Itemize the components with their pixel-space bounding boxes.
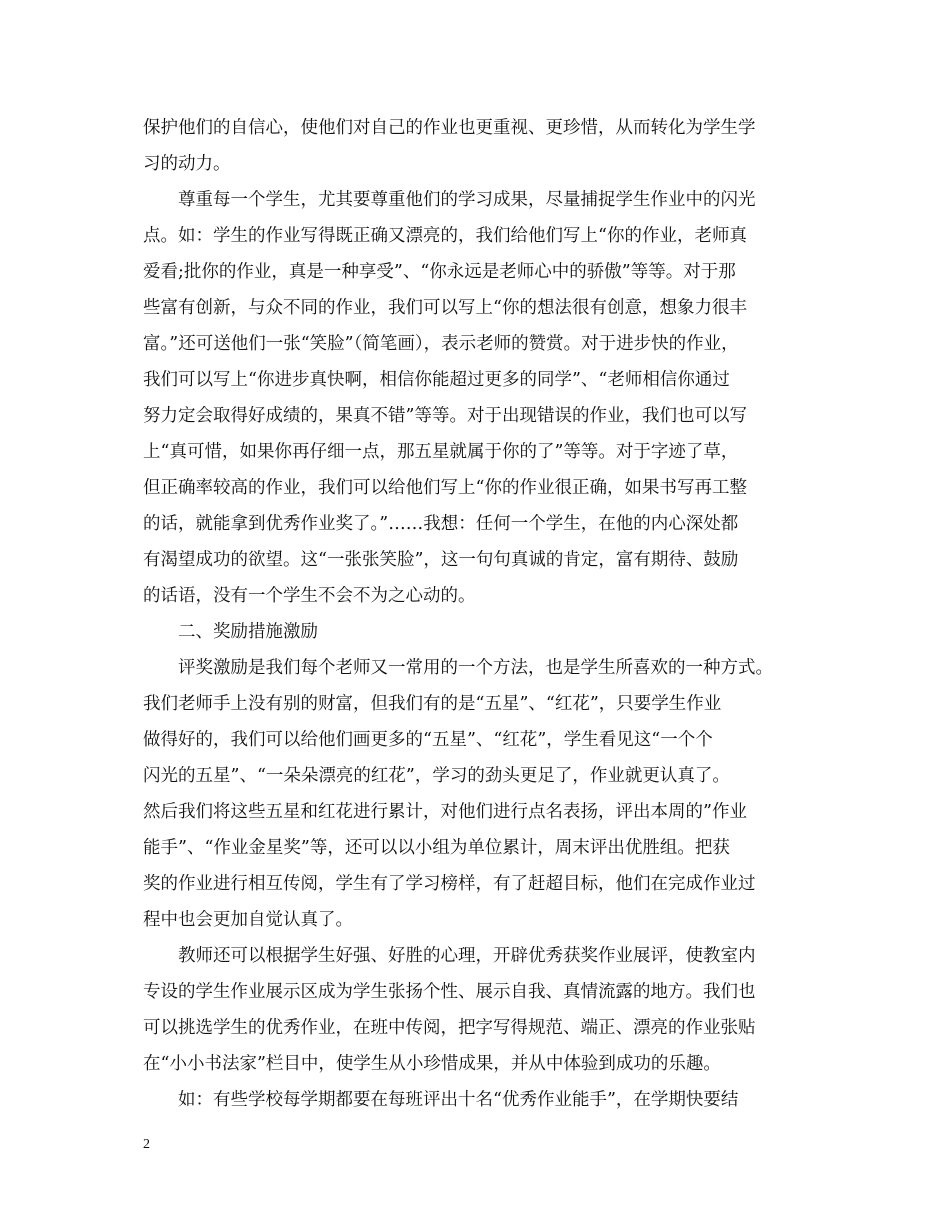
text-line: 习的动力。 (143, 154, 231, 174)
text-line: 能手”、“作业金星奖”等，还可以以小组为单位累计，周末评出优胜组。把获 (143, 838, 730, 858)
text-line: 在“小小书法家”栏目中，使学生从小珍惜成果，并从中体验到成功的乐趣。 (143, 1054, 721, 1074)
text-line: 爱看;批你的作业，真是一种享受”、“你永远是老师心中的骄傲”等等。对于那 (143, 262, 736, 282)
text-line: 我们老师手上没有别的财富，但我们有的是“五星”、“红花”，只要学生作业 (143, 694, 722, 714)
text-line: 的话，就能拿到优秀作业奖了。”……我想：任何一个学生，在他的内心深处都 (143, 514, 739, 534)
paragraph-start: 如：有些学校每学期都要在每班评出十名“优秀作业能手”，在学期快要结 (178, 1090, 739, 1110)
text-line: 的话语，没有一个学生不会不为之心动的。 (143, 586, 476, 606)
text-line: 点。如：学生的作业写得既正确又漂亮的，我们给他们写上“你的作业，老师真 (143, 226, 747, 246)
text-line: 可以挑选学生的优秀作业，在班中传阅，把字写得规范、端正、漂亮的作业张贴 (143, 1018, 756, 1038)
paragraph-start: 教师还可以根据学生好强、好胜的心理，开辟优秀获奖作业展评，使教室内 (178, 946, 756, 966)
text-line: 程中也会更加自觉认真了。 (143, 910, 353, 930)
text-line: 做得好的，我们可以给他们画更多的“五星”、“红花”，学生看见这“一个个 (143, 730, 713, 750)
section-heading: 二、奖励措施激励 (178, 622, 318, 642)
text-line: 然后我们将这些五星和红花进行累计，对他们进行点名表扬，评出本周的”作业 (143, 802, 747, 822)
text-line: 但正确率较高的作业，我们可以给他们写上“你的作业很正确，如果书写再工整 (143, 478, 747, 498)
text-line: 我们可以写上“你进步真快啊，相信你能超过更多的同学”、“老师相信你通过 (143, 370, 730, 390)
text-line: 保护他们的自信心，使他们对自己的作业也更重视、更珍惜，从而转化为学生学 (143, 118, 756, 138)
text-line: 上“真可惜，如果你再仔细一点，那五星就属于你的了”等等。对于字迹了草， (143, 442, 739, 462)
text-line: 些富有创新，与众不同的作业，我们可以写上“你的想法很有创意，想象力很丰 (143, 298, 747, 318)
paragraph-start: 评奖激励是我们每个老师又一常用的一个方法，也是学生所喜欢的一种方式。 (178, 658, 773, 678)
text-line: 富。”还可送他们一张“笑脸”（简笔画），表示老师的赞赏。对于进步快的作业， (143, 334, 739, 354)
text-line: 专设的学生作业展示区成为学生张扬个性、展示自我、真情流露的地方。我们也 (143, 982, 756, 1002)
text-line: 努力定会取得好成绩的，果真不错”等等。对于出现错误的作业，我们也可以写 (143, 406, 747, 426)
text-line: 闪光的五星”、“一朵朵漂亮的红花”，学习的劲头更足了，作业就更认真了。 (143, 766, 730, 786)
text-line: 奖的作业进行相互传阅，学生有了学习榜样，有了赶超目标，他们在完成作业过 (143, 874, 756, 894)
text-line: 有渴望成功的欲望。这“一张张笑脸”，这一句句真诚的肯定，富有期待、鼓励 (143, 550, 739, 570)
paragraph-start: 尊重每一个学生，尤其要尊重他们的学习成果，尽量捕捉学生作业中的闪光 (178, 190, 756, 210)
page-number: 2 (143, 1137, 150, 1152)
